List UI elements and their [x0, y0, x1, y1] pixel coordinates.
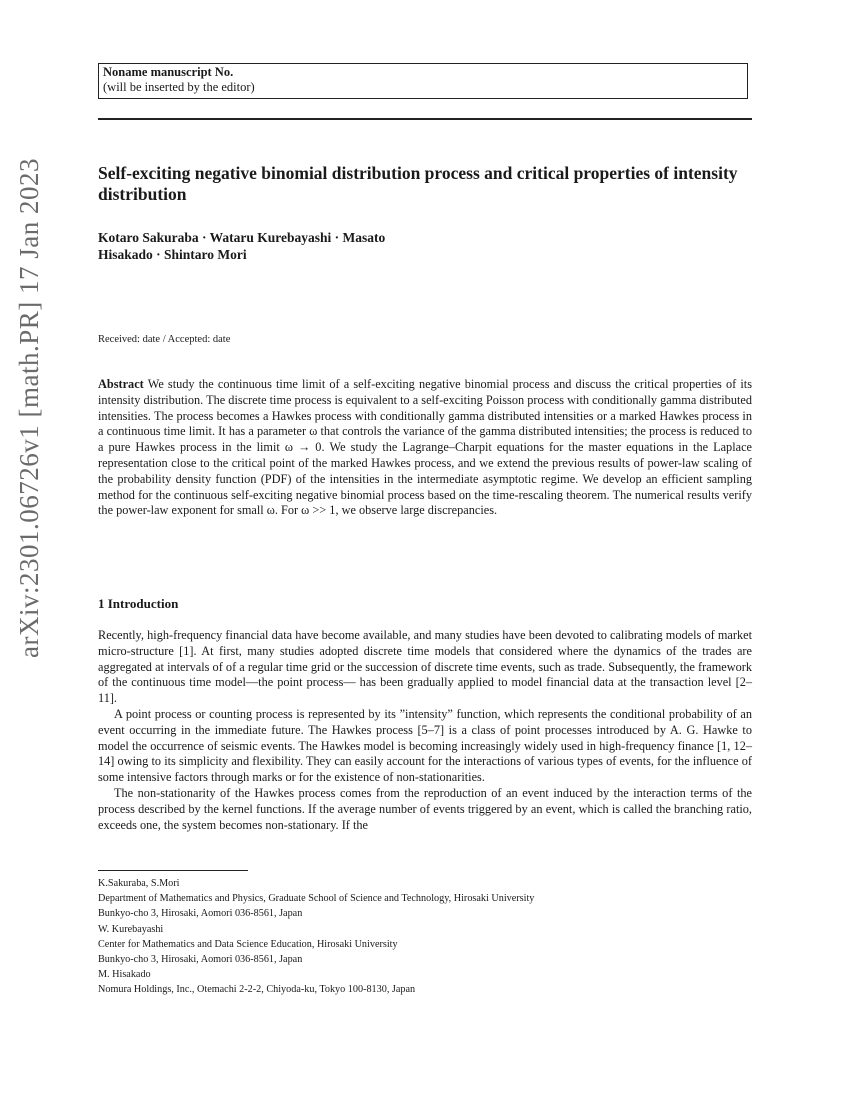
authors-line-1: Kotaro Sakuraba · Wataru Kurebayashi · Masato — [98, 230, 386, 245]
abstract-label: Abstract — [98, 377, 144, 391]
abstract — [98, 377, 752, 519]
affiliation-line: Center for Mathematics and Data Science Education, Hirosaki University — [98, 938, 398, 950]
affiliation-line: K.Sakuraba, S.Mori — [98, 878, 180, 889]
abstract-text: We study the continuous time limit of a self-exciting negative binomial process and discuss the critical properties of its intensity distribution. The discrete time process is equivalent to a self-exciting Poisson process with conditionally gamma distributed intensities. The process becomes a Hawkes process with conditionally gamma distributed intensities or a marked Hawkes process in a continuous time limit. It has a parameter ω that controls the variance of the gamma distributed intensities; the process is reduced to a pure Hawkes process in the limit ω → 0. We study the Lagrange–Charpit equations for the master equations in the Laplace representation close to the critical point of the marked Hawkes process, and we extend the previous results of power-law scaling of the probability density function (PDF) of the intensities in the intermediate asymptotic regime. We develop an efficient sampling method for the continuous self-exciting negative binomial process based on the time-rescaling theorem. The numerical results verify the power-law exponent for small ω. For ω >> 1, we observe large discrepancies. — [98, 377, 752, 518]
authors-line-2: Hisakado · Shintaro Mori — [98, 247, 247, 262]
header-rule — [98, 118, 752, 120]
author-affiliations — [98, 876, 748, 998]
footnote-rule — [98, 870, 248, 871]
paper-title: Self-exciting negative binomial distribution process and critical properties of intensity distribution — [98, 163, 738, 204]
manuscript-box — [98, 63, 748, 99]
author-list — [98, 229, 498, 263]
paragraph: Recently, high-frequency financial data have become available, and many studies have been devoted to calibrating models of market micro-structure [1]. At first, many studies adopted discrete time models that considered where the dynamics of the trades are aggregated at intervals of of a regular time grid or the succession of discrete time events, such as trade. Subsequently, the framework of the continuous time model—the point process— has been gradually applied to model financial data at the transaction level [2–11]. — [98, 628, 752, 706]
introduction-body — [98, 628, 752, 833]
manuscript-label: Noname manuscript No. — [103, 65, 234, 79]
paragraph: A point process or counting process is represented by its ”intensity” function, which represents the conditional probability of an event occurring in the immediate future. The Hawkes process [5–7] is a class of point processes introduced by A. G. Hawke to model the occurrence of seismic events. The Hawkes model is becoming increasingly widely used in high-frequency finance [1, 12–14] owing to its simplicity and flexibility. They can easily account for the interactions of various types of events, for the influence of some intensive factors through marks or for the existence of non-stationarities. — [98, 706, 752, 785]
received-date: Received: date / Accepted: date — [98, 334, 231, 345]
section-heading: 1 Introduction — [98, 596, 179, 611]
affiliation-line: M. Hisakado — [98, 969, 151, 981]
affiliation-line: Bunkyo-cho 3, Hirosaki, Aomori 036-8561, Japan — [98, 908, 303, 920]
affiliation-line: Nomura Holdings, Inc., Otemachi 2-2-2, Chiyoda-ku, Tokyo 100-8130, Japan — [98, 984, 416, 996]
affiliation-line: Bunkyo-cho 3, Hirosaki, Aomori 036-8561, Japan — [98, 954, 303, 966]
affiliation-line: W. Kurebayashi — [98, 923, 164, 935]
affiliation-line: Department of Mathematics and Physics, Graduate School of Science and Technology, Hirosaki University — [98, 893, 535, 905]
paragraph: The non-stationarity of the Hawkes process comes from the reproduction of an event induced by the interaction terms of the process described by the kernel functions. If the average number of events triggered by an event, which is called the branching ratio, exceeds one, the system becomes non-stationary. If the — [98, 785, 752, 832]
manuscript-note: (will be inserted by the editor) — [103, 80, 255, 94]
arxiv-identifier: arXiv:2301.06726v1 [math.PR] 17 Jan 2023 — [14, 158, 44, 658]
